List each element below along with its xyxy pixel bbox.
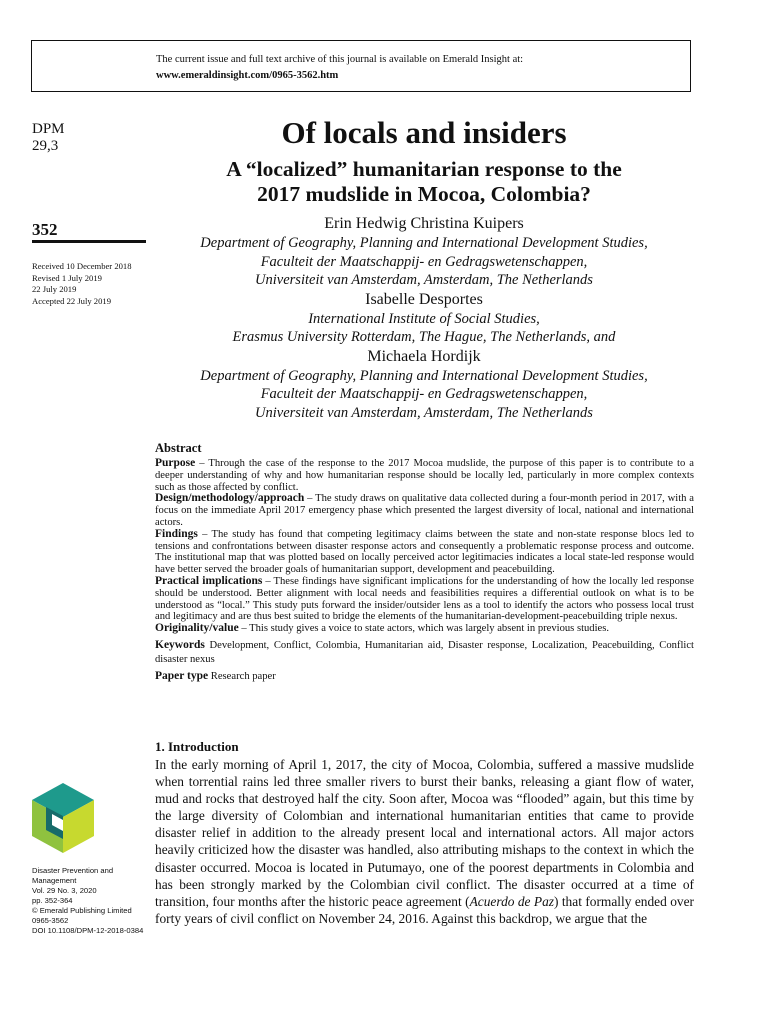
section-heading-introduction: 1. Introduction	[155, 739, 239, 754]
author-affiliation: Faculteit der Maatschappij- en Gedragswetenschappen,	[260, 386, 588, 402]
author-affiliation: Department of Geography, Planning and International Development Studies,	[200, 367, 648, 384]
author-name: Michaela Hordijk	[367, 347, 481, 365]
section-label: Practical implications	[155, 574, 263, 587]
subtitle-line: A “localized” humanitarian response to the	[226, 157, 622, 181]
subtitle-line: 2017 mudslide in Mocoa, Colombia?	[257, 182, 591, 206]
page-number: 352	[32, 220, 58, 239]
abstract-design	[155, 493, 694, 528]
paper-type-text: Research paper	[208, 670, 276, 682]
journal-banner	[31, 40, 691, 92]
paper-title: Of locals and insiders	[281, 115, 567, 150]
body-text-italic: Acuerdo de Paz	[469, 893, 554, 909]
section-text: – These findings have significant implications for the understanding of how the locally led response should be understood. Better alignment with local needs and feasibilities requires a differential outlook on what is to be understood as “local.” This study puts forward the insider/outsider lens as a tool to identify the actors who possess local trust and legitimacy and are thus best suited to bridge the elements of the humanitarian-development-peacebuilding triple nexus.	[155, 575, 695, 623]
abstract-implications	[155, 576, 694, 623]
abstract	[155, 440, 694, 683]
banner-url[interactable]: www.emeraldinsight.com/0965-3562.htm	[156, 70, 339, 81]
abstract-purpose	[155, 458, 694, 493]
abstract-heading: Abstract	[155, 441, 202, 455]
section-text: – The study has found that competing legitimacy claims between the state and non-state response blocs led to tensions and confrontations between disaster response actors and consequently a problematic response process and outcome. The institutional map that was plotted based on locally perceived actor legitimacies indicates a local state-led response would have better served the broader goals of humanitarian support, development and peacebuilding.	[155, 528, 694, 576]
author-list	[155, 214, 693, 422]
author-affiliation: Erasmus University Rotterdam, The Hague, The Netherlands, and	[232, 329, 616, 345]
paper-type	[155, 671, 694, 683]
section-label: Design/methodology/approach	[155, 492, 305, 505]
paper-type-label: Paper type	[155, 669, 209, 682]
margin-rule	[32, 240, 146, 243]
section-text: – Through the case of the response to the 2017 Mocoa mudslide, the purpose of this paper is to contribute to a deeper understanding of why and how humanitarian response should be locally led, particularly in more complex contexts such as those affected by conflict.	[155, 458, 694, 493]
section-label: Findings	[155, 527, 198, 540]
footer-line: Disaster Prevention and Management	[32, 866, 114, 885]
date-line: Revised 1 July 2019	[32, 272, 102, 283]
author-affiliation: Universiteit van Amsterdam, Amsterdam, The Netherlands	[255, 404, 593, 421]
footer-line: © Emerald Publishing Limited	[32, 906, 132, 915]
footer-line: DOI 10.1108/DPM-12-2018-0384	[32, 926, 144, 935]
footer-line: pp. 352-364	[32, 896, 73, 905]
abstract-findings	[155, 529, 694, 576]
journal-footer	[32, 866, 152, 936]
journal-volume: 29,3	[32, 138, 59, 154]
footer-line: 0965-3562	[32, 916, 69, 925]
banner-text: The current issue and full text archive of this journal is available on Emerald Insight at:	[156, 54, 524, 65]
section-text: – This study gives a voice to state actors, which was largely absent in previous studies.	[238, 623, 610, 635]
journal-abbreviation: DPM	[32, 121, 65, 137]
author-name: Isabelle Desportes	[365, 290, 483, 308]
keywords-text: Development, Conflict, Colombia, Humanitarian aid, Disaster response, Localization, Peacebuilding, Conflict disaster nexus	[155, 639, 694, 665]
introduction-paragraph	[155, 756, 694, 927]
date-line: Received 10 December 2018	[32, 261, 132, 271]
abstract-originality	[155, 623, 694, 635]
journal-citation	[32, 121, 147, 155]
paper-subtitle	[155, 157, 693, 207]
author-affiliation: Universiteit van Amsterdam, Amsterdam, The Netherlands	[255, 272, 593, 288]
author-affiliation: Faculteit der Maatschappij- en Gedragswetenschappen,	[260, 253, 588, 270]
author-affiliation: Department of Geography, Planning and International Development Studies,	[200, 235, 648, 251]
date-line: Accepted 22 July 2019	[32, 295, 111, 306]
date-line: 22 July 2019	[32, 284, 77, 294]
author-affiliation: International Institute of Social Studies,	[308, 310, 540, 327]
section-label: Purpose	[155, 457, 196, 469]
author-name: Erin Hedwig Christina Kuipers	[324, 215, 524, 232]
footer-line: Vol. 29 No. 3, 2020	[32, 886, 97, 895]
keywords	[155, 638, 694, 667]
body-text: In the early morning of April 1, 2017, the city of Mocoa, Colombia, suffered a massive mudslide when torrential rains led three smaller rivers to burst their banks, releasing a giant flow of water, mud and rocks that destroyed half the city. Soon after, Mocoa was “flooded” again, but this time by the large diversity of Colombian and international humanitarian entities that came to provide disaster relief in addition to the already present local and international actors. All major actors heavily criticized how the disaster was handled, also attributing mishaps to the context in which the disaster occurred. Mocoa is located in Putumayo, one of the poorest departments in Colombia and has been strongly marked by the Colombian civil conflict. The disaster occurred at a time of transition, four months after the historic peace agreement (	[155, 757, 694, 909]
keywords-label: Keywords	[155, 638, 205, 651]
emerald-logo-icon	[32, 783, 94, 853]
body-text: ) that formally ended over forty years of civil conflict on November 24, 2016. Against this backdrop, we argue that the	[155, 893, 694, 926]
submission-dates	[32, 261, 147, 307]
section-text: – The study draws on qualitative data collected during a four-month period in 2017, with a focus on the immediate April 2017 emergency phase which presented the largest diversity of local, national and international actors.	[155, 493, 694, 528]
section-label: Originality/value	[155, 622, 239, 635]
